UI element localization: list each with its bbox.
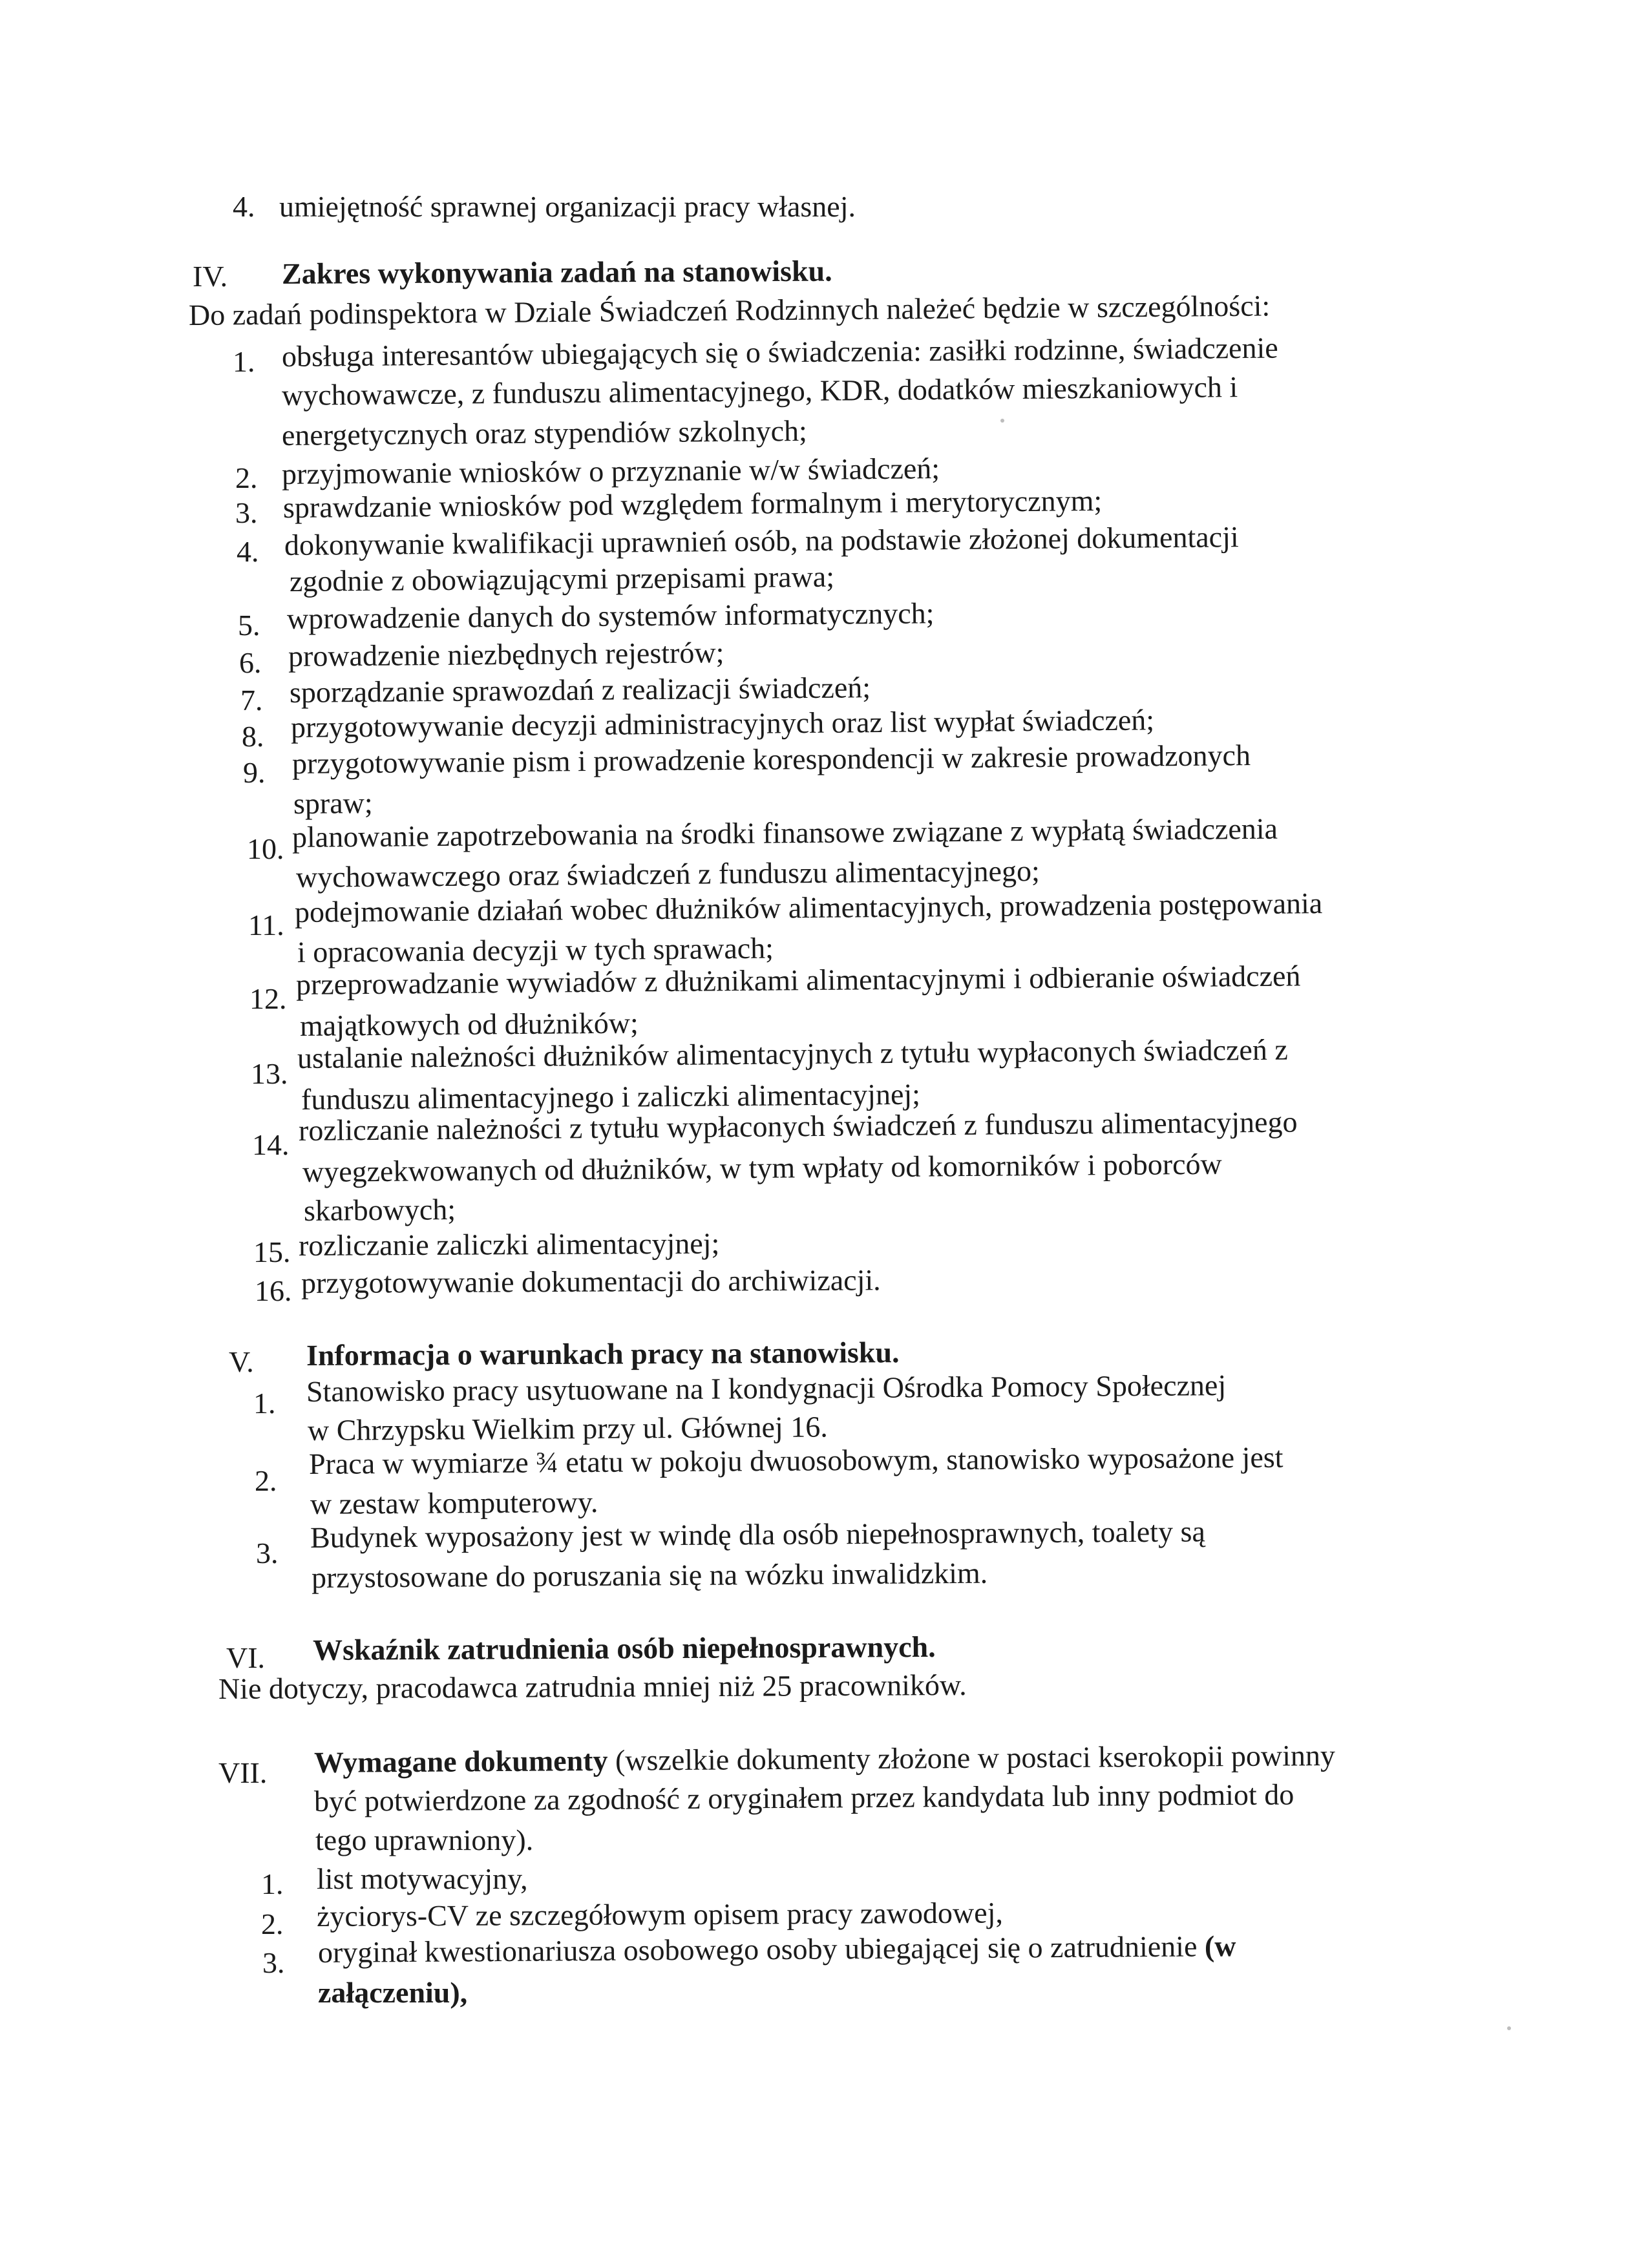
list-item-text: funduszu alimentacyjnego i zaliczki alimentacyjnej; xyxy=(301,1077,921,1116)
list-item-text: w Chrzypsku Wielkim przy ul. Głównej 16. xyxy=(307,1410,828,1447)
list-item-text: majątkowych od dłużników; xyxy=(299,1006,639,1042)
item-number: 13. xyxy=(251,1057,288,1090)
list-item-text: energetycznych oraz stypendiów szkolnych; xyxy=(281,414,808,452)
list-item-text: sprawdzanie wniosków pod względem formalnym i merytorycznym; xyxy=(282,483,1103,524)
list-item-text-bold: załączeniu), xyxy=(318,1976,468,2009)
section-number-vi: VI. xyxy=(226,1641,266,1674)
section-title-vii: Wymagane dokumenty xyxy=(313,1743,608,1779)
item-number: 2. xyxy=(255,1464,277,1497)
item-number: 1. xyxy=(261,1867,284,1900)
list-item-text: skarbowych; xyxy=(303,1192,456,1227)
list-item-text: umiejętność sprawnej organizacji pracy własnej. xyxy=(279,190,856,223)
section-number-iv: IV. xyxy=(193,260,228,293)
item-number: 2. xyxy=(261,1907,284,1940)
item-number: 3. xyxy=(262,1946,285,1979)
list-item-text: życiorys-CV ze szczegółowym opisem pracy zawodowej, xyxy=(316,1896,1004,1933)
list-item-text: zgodnie z obowiązującymi przepisami prawa; xyxy=(289,560,835,598)
list-item-text: rozliczanie należności z tytułu wypłaconych świadczeń z funduszu alimentacyjnego xyxy=(298,1105,1298,1147)
item-number: 6. xyxy=(239,646,262,679)
list-item-text: sporządzanie sprawozdań z realizacji świadczeń; xyxy=(289,671,871,709)
list-item-text: przygotowywanie decyzji administracyjnych oraz list wypłat świadczeń; xyxy=(290,703,1155,744)
section-title-vi: Wskaźnik zatrudnienia osób niepełnosprawnych. xyxy=(312,1630,936,1666)
list-item-text: przeprowadzanie wywiadów z dłużnikami alimentacyjnymi i odbieranie oświadczeń xyxy=(295,959,1301,1001)
list-item-text: przystosowane do poruszania się na wózku inwalidzkim. xyxy=(311,1556,988,1594)
section-title-vii-line xyxy=(314,1738,1335,1781)
item-number: 3. xyxy=(235,496,258,529)
item-number: 12. xyxy=(249,982,287,1015)
section-text-vi: Nie dotyczy, pracodawca zatrudnia mniej niż 25 pracowników. xyxy=(218,1668,967,1705)
list-item-text: rozliczanie zaliczki alimentacyjnej; xyxy=(298,1226,720,1262)
item-number: 4. xyxy=(237,535,259,568)
list-item-text: spraw; xyxy=(293,786,373,820)
item-number: 9. xyxy=(243,756,266,789)
list-item-text: przyjmowanie wniosków o przyznanie w/w świadczeń; xyxy=(281,452,940,490)
list-item-text: list motywacyjny, xyxy=(317,1862,528,1895)
section-title-vii-rest: (wszelkie dokumenty złożone w postaci kserokopii powinny xyxy=(607,1738,1336,1777)
list-item-text: Budynek wyposażony jest w windę dla osób niepełnosprawnych, toalety są xyxy=(310,1515,1205,1554)
item-number: 8. xyxy=(242,720,264,753)
list-item-text-part: oryginał kwestionariusza osobowego osoby ubiegającej się o zatrudnienie xyxy=(317,1929,1205,1969)
list-item-text: przygotowywanie pism i prowadzenie korespondencji w zakresie prowadzonych xyxy=(291,739,1251,780)
item-number: 2. xyxy=(235,461,258,494)
section-number-vii: VII. xyxy=(218,1756,268,1789)
item-number: 1. xyxy=(253,1387,276,1420)
item-number: 14. xyxy=(252,1128,290,1161)
list-item-text xyxy=(318,1928,1236,1971)
list-item-text: w zestaw komputerowy. xyxy=(310,1485,598,1520)
list-item-text: i opracowania decyzji w tych sprawach; xyxy=(297,931,774,969)
item-number: 5. xyxy=(238,609,260,642)
item-number: 11. xyxy=(248,908,284,941)
list-item-text: ustalanie należności dłużników alimentacyjnych z tytułu wypłaconych świadczeń z xyxy=(297,1033,1288,1075)
item-number: 1. xyxy=(233,345,255,378)
list-item-text: Praca w wymiarze ¾ etatu w pokoju dwuosobowym, stanowisko wyposażone jest xyxy=(308,1440,1284,1480)
item-number: 16. xyxy=(255,1274,292,1307)
item-number: 3. xyxy=(256,1537,279,1570)
section-intro-iv: Do zadań podinspektora w Dziale Świadczeń Rodzinnych należeć będzie w szczególności: xyxy=(188,289,1271,331)
list-item-text: Stanowisko pracy usytuowane na I kondygnacji Ośrodka Pomocy Społecznej xyxy=(306,1369,1227,1408)
section-title-v: Informacja o warunkach pracy na stanowisku. xyxy=(306,1336,900,1372)
item-number: 15. xyxy=(253,1235,291,1268)
list-item-text: dokonywanie kwalifikacji uprawnień osób, na podstawie złożonej dokumentacji xyxy=(284,520,1239,562)
scan-speck xyxy=(1000,419,1004,423)
item-number: 4. xyxy=(233,190,255,223)
list-item-text: wprowadzenie danych do systemów informatycznych; xyxy=(286,596,935,635)
item-number: 10. xyxy=(247,832,284,865)
list-item-text: wychowawczego oraz świadczeń z funduszu alimentacyjnego; xyxy=(295,854,1040,894)
list-item-text: planowanie zapotrzebowania na środki finansowe związane z wypłatą świadczenia xyxy=(291,812,1278,854)
list-item-text: przygotowywanie dokumentacji do archiwizacji. xyxy=(301,1263,881,1299)
item-number: 7. xyxy=(240,684,263,717)
section-number-v: V. xyxy=(229,1345,254,1378)
section-title-iv: Zakres wykonywania zadań na stanowisku. xyxy=(281,254,832,290)
list-item-text-bold: (w xyxy=(1204,1929,1236,1963)
list-item-text: obsługa interesantów ubiegających się o świadczenia: zasiłki rodzinne, świadczenie xyxy=(281,331,1278,373)
section-text-vii: być potwierdzone za zgodność z oryginałem przez kandydata lub inny podmiot do xyxy=(313,1778,1294,1818)
section-text-vii: tego uprawniony). xyxy=(315,1823,534,1856)
list-item-text: prowadzenie niezbędnych rejestrów; xyxy=(288,636,724,673)
list-item-text: wychowawcze, z funduszu alimentacyjnego, KDR, dodatków mieszkaniowych i xyxy=(281,370,1238,412)
list-item-text: wyegzekwowanych od dłużników, w tym wpłaty od komorników i poborców xyxy=(302,1147,1222,1188)
list-item-text: podejmowanie działań wobec dłużników alimentacyjnych, prowadzenia postępowania xyxy=(294,887,1323,929)
scan-speck xyxy=(1507,2026,1511,2030)
